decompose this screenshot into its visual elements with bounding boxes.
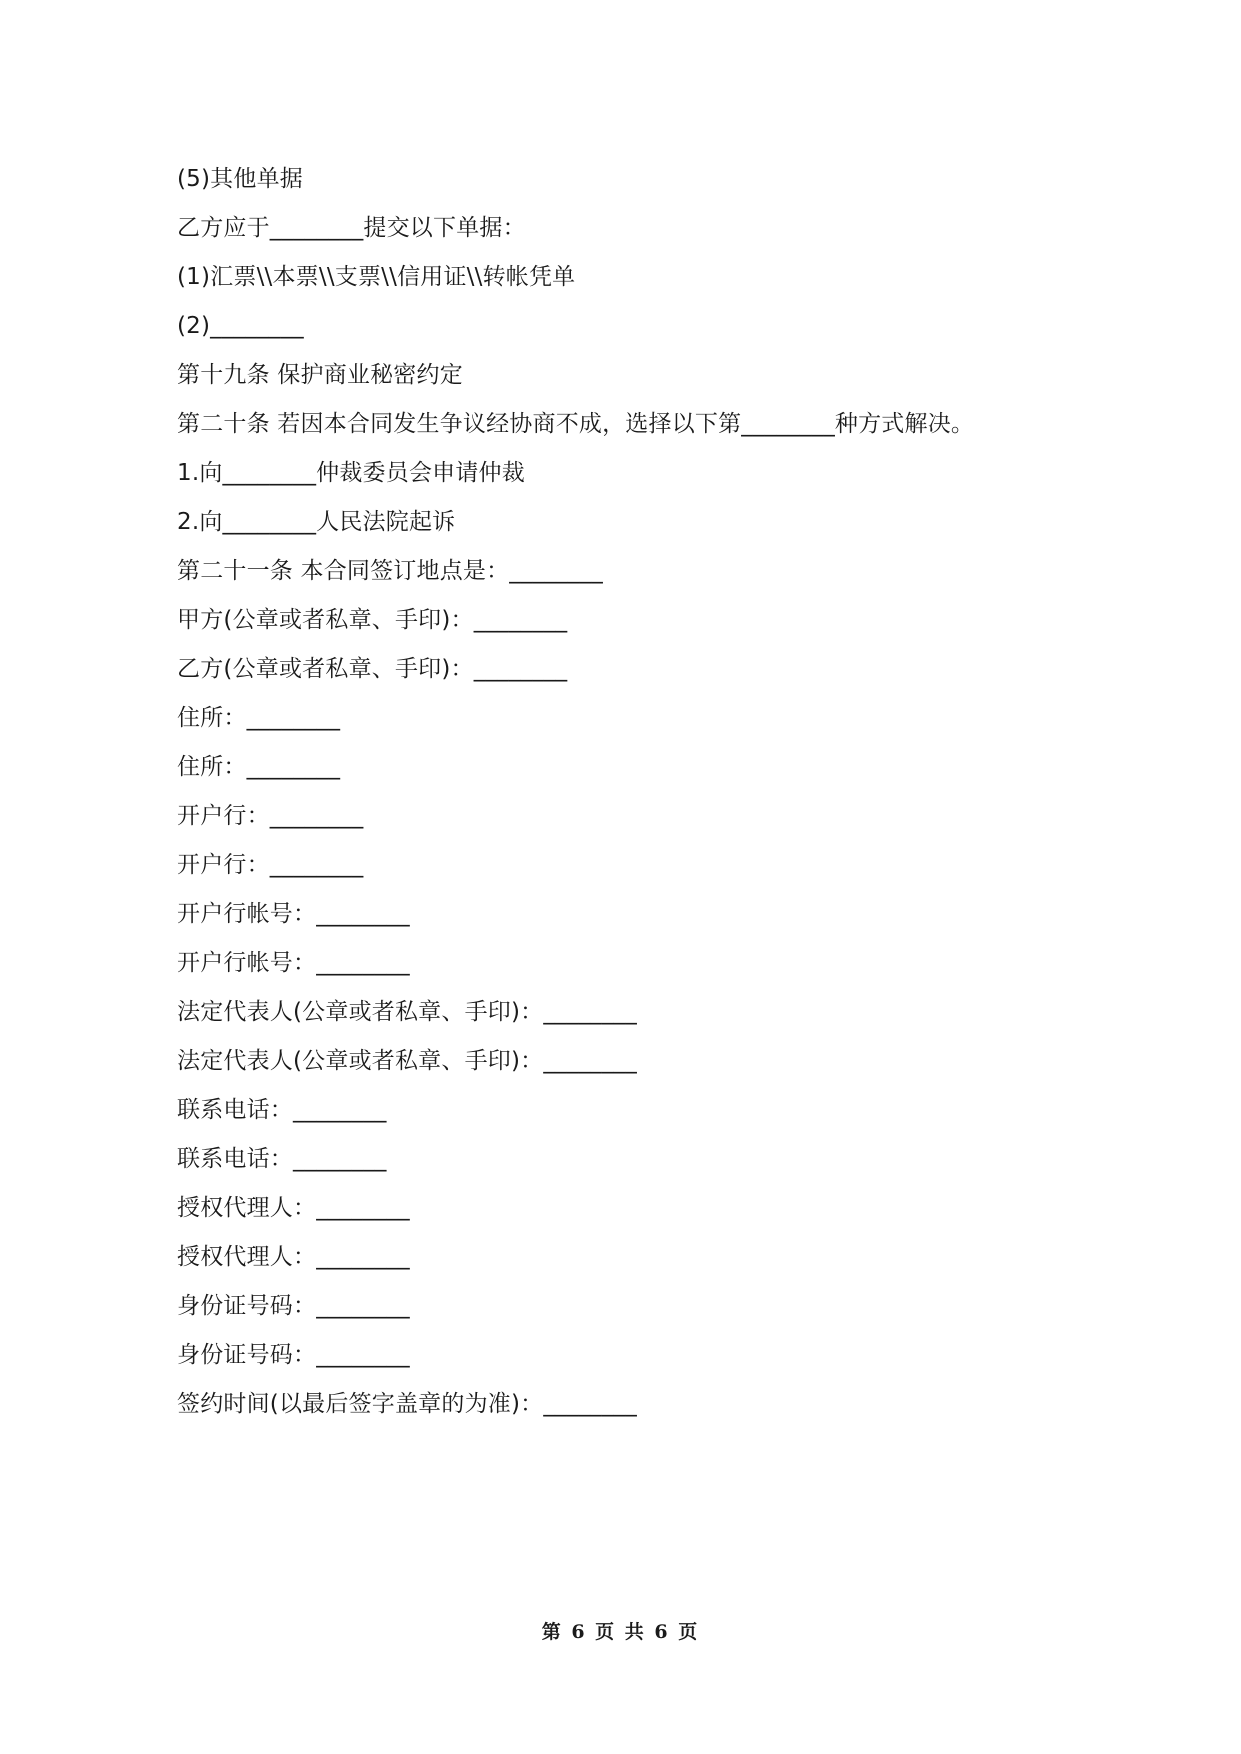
party-a-bank: 开户行：________ <box>177 803 364 829</box>
article-21-signing-place: 第二十一条 本合同签订地点是：________ <box>177 558 603 584</box>
party-a-agent: 授权代理人：________ <box>177 1195 410 1221</box>
party-a-legal-rep: 法定代表人(公章或者私章、手印)：________ <box>177 999 637 1025</box>
party-b-phone: 联系电话：________ <box>177 1146 387 1172</box>
signing-date: 签约时间(以最后签字盖章的为准)：________ <box>177 1391 637 1417</box>
party-b-id-number: 身份证号码：________ <box>177 1342 410 1368</box>
party-a-phone: 联系电话：________ <box>177 1097 387 1123</box>
party-b-legal-rep: 法定代表人(公章或者私章、手印)：________ <box>177 1048 637 1074</box>
line-payment-instruments: (1)汇票\\本票\\支票\\信用证\\转帐凭单 <box>177 264 576 290</box>
party-b-agent: 授权代理人：________ <box>177 1244 410 1270</box>
line-item-2-blank: (2)________ <box>177 313 304 339</box>
article-19-heading: 第十九条 保护商业秘密约定 <box>177 362 463 388</box>
document-body <box>177 155 1077 1429</box>
line-party-b-submit: 乙方应于________提交以下单据： <box>177 215 526 241</box>
dispute-option-arbitration: 1.向________仲裁委员会申请仲裁 <box>177 460 525 486</box>
party-b-bank-account: 开户行帐号：________ <box>177 950 410 976</box>
dispute-option-court: 2.向________人民法院起诉 <box>177 509 456 535</box>
party-a-bank-account: 开户行帐号：________ <box>177 901 410 927</box>
party-a-address: 住所：________ <box>177 705 341 731</box>
line-other-documents: (5)其他单据 <box>177 166 303 192</box>
party-a-id-number: 身份证号码：________ <box>177 1293 410 1319</box>
page-number: 第 6 页 共 6 页 <box>541 1621 700 1643</box>
article-20-dispute: 第二十条 若因本合同发生争议经协商不成，选择以下第________种方式解决。 <box>177 411 975 437</box>
party-b-bank: 开户行：________ <box>177 852 364 878</box>
party-a-seal: 甲方(公章或者私章、手印)：________ <box>177 607 568 633</box>
party-b-seal: 乙方(公章或者私章、手印)：________ <box>177 656 568 682</box>
party-b-address: 住所：________ <box>177 754 341 780</box>
